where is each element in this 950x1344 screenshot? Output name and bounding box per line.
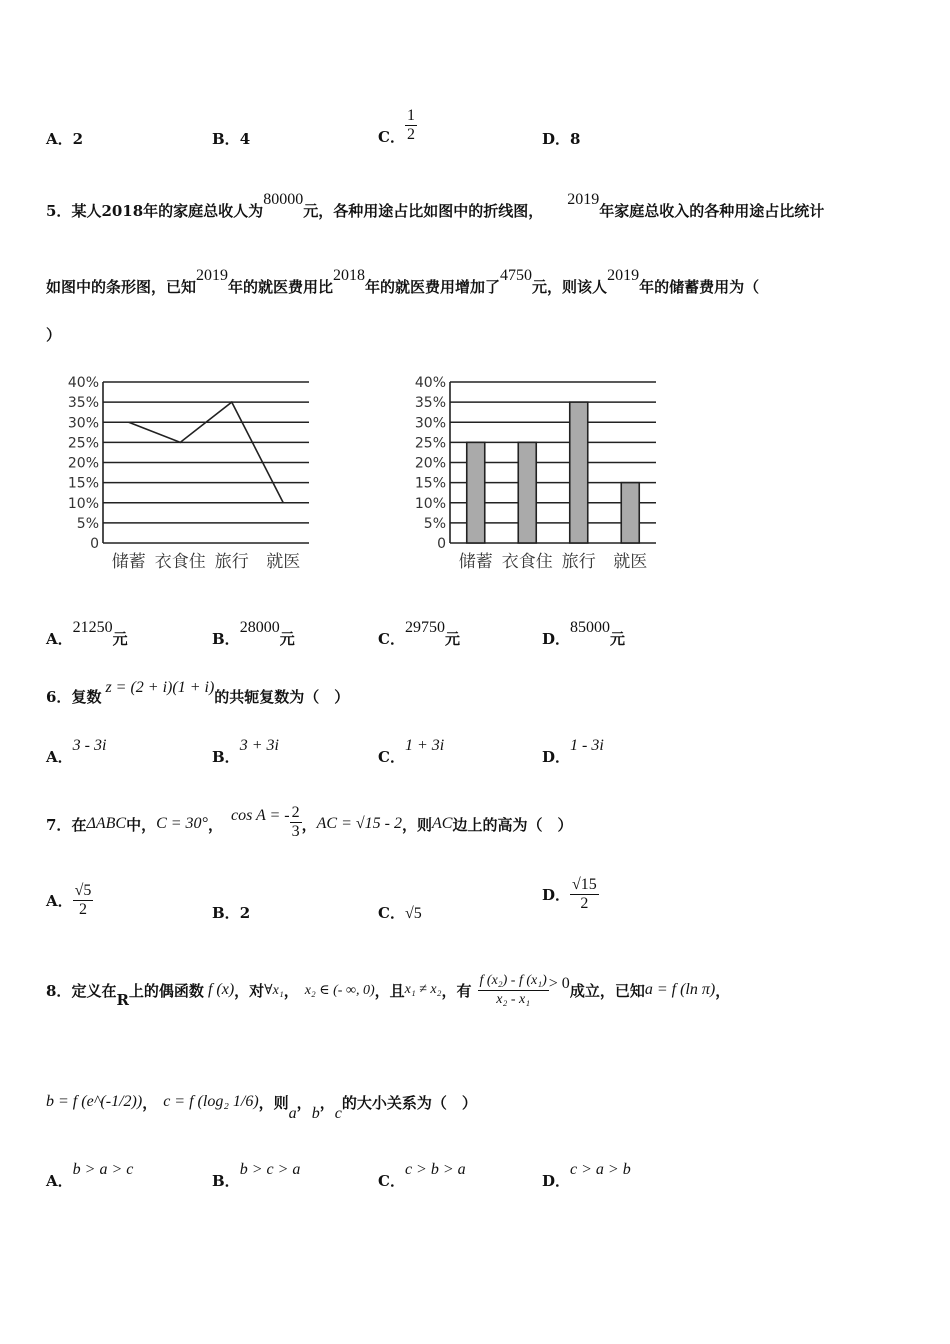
- y-tick-label: 5%: [76, 515, 99, 532]
- x-tick-label: 旅行: [561, 552, 596, 572]
- y-tick-label: 0: [90, 536, 99, 552]
- x-tick-label: 旅行: [214, 552, 249, 572]
- data-point: [231, 401, 233, 403]
- y-tick-label: 40%: [414, 375, 446, 391]
- data-point: [179, 442, 181, 444]
- y-tick-label: 10%: [67, 495, 99, 512]
- bar-chart: [402, 370, 672, 580]
- y-tick-label: 20%: [414, 455, 446, 472]
- y-tick-label: 5%: [423, 515, 446, 532]
- q5-line3: ）: [46, 326, 62, 344]
- y-tick-label: 15%: [67, 475, 99, 492]
- q4-option-c: C． $\frac{1}{2}$: [378, 107, 415, 146]
- q4-option-b: B．4: [212, 130, 251, 148]
- x-tick-label: 就医: [613, 552, 648, 572]
- q7-option-b: B．2: [212, 904, 251, 922]
- q7-stem: 7． 在 ΔABC 中， C = 30° ， cos A = - $\frac{2}{3}$ ， AC = √15 - 2 ，则 AC 边上的高为（ ）: [46, 803, 573, 840]
- y-tick-label: 20%: [67, 455, 99, 472]
- q8-stem-line2: b = f (e^(-1/2)) ， c = f (log₂ 1/6) ，则 a ， b ， c 的大小关系为（ ）: [46, 1093, 477, 1122]
- bar: [467, 442, 485, 543]
- q4-option-d: D．8: [542, 130, 581, 148]
- y-tick-label: 15%: [414, 475, 446, 492]
- line-chart: [55, 370, 325, 580]
- q7-option-a: A． $\frac{√5}{2}$: [46, 882, 92, 918]
- q5-line1: 5．某人2018年的家庭总收人为80000元，各种用途占比如图中的折线图，2019年家庭总收入的各种用途占比统计: [46, 191, 825, 220]
- y-tick-label: 30%: [67, 415, 99, 432]
- y-tick-label: 35%: [414, 395, 446, 412]
- q8-stem-line1: 8． 定义在 R 上的偶函数 f (x) ，对 ∀x₁ ， x₂ ∈ (- ∞, 0) ，且 x₁ ≠ x₂ ，有 $\frac{\text{f (x₂) - f (x₁)}}{\text{x₂ - x₁}}$ > 0 成立，已知 a = f (ln π) ，: [46, 972, 731, 1009]
- q6-option-d: D．1 - 3i: [542, 737, 604, 766]
- q7-option-d: D． $\frac{√15}{2}$: [542, 876, 597, 912]
- y-tick-label: 0: [437, 536, 446, 552]
- data-line: [129, 402, 284, 503]
- q6-option-a: A．3 - 3i: [46, 737, 107, 766]
- q6-option-c: C．1 + 3i: [378, 737, 445, 766]
- q5-line2: 如图中的条形图，已知2019年的就医费用比2018年的就医费用增加了4750元，则该人2019年的储蓄费用为（: [46, 267, 760, 296]
- x-tick-label: 储蓄: [458, 552, 493, 572]
- x-tick-label: 衣食住: [154, 552, 206, 572]
- q5-option-b: B．28000元: [212, 619, 295, 648]
- y-tick-label: 35%: [67, 395, 99, 412]
- y-tick-label: 25%: [67, 435, 99, 452]
- q5-option-a: A．21250元: [46, 619, 128, 648]
- q8-option-a: A．b > a > c: [46, 1161, 134, 1190]
- bar: [621, 483, 639, 543]
- data-point: [282, 502, 284, 504]
- bar: [570, 402, 588, 543]
- y-tick-label: 25%: [414, 435, 446, 452]
- y-tick-label: 40%: [67, 375, 99, 391]
- y-tick-label: 10%: [414, 495, 446, 512]
- bar: [518, 442, 536, 543]
- x-tick-label: 衣食住: [501, 552, 553, 572]
- q7-option-c: C．√5: [378, 904, 422, 922]
- x-tick-label: 就医: [266, 552, 301, 572]
- q5-option-d: D．85000元: [542, 619, 626, 648]
- q5-option-c: C．29750元: [378, 619, 460, 648]
- q8-option-b: B．b > c > a: [212, 1161, 301, 1190]
- q8-option-d: D．c > a > b: [542, 1161, 631, 1190]
- q6-option-b: B．3 + 3i: [212, 737, 279, 766]
- x-tick-label: 储蓄: [111, 552, 146, 572]
- data-point: [128, 421, 130, 423]
- q8-option-c: C．c > b > a: [378, 1161, 466, 1190]
- q4-option-a: A．2: [46, 130, 84, 148]
- q6-stem: 6．复数z = (2 + i)(1 + i)的共轭复数为（ ）: [46, 679, 350, 706]
- y-tick-label: 30%: [414, 415, 446, 432]
